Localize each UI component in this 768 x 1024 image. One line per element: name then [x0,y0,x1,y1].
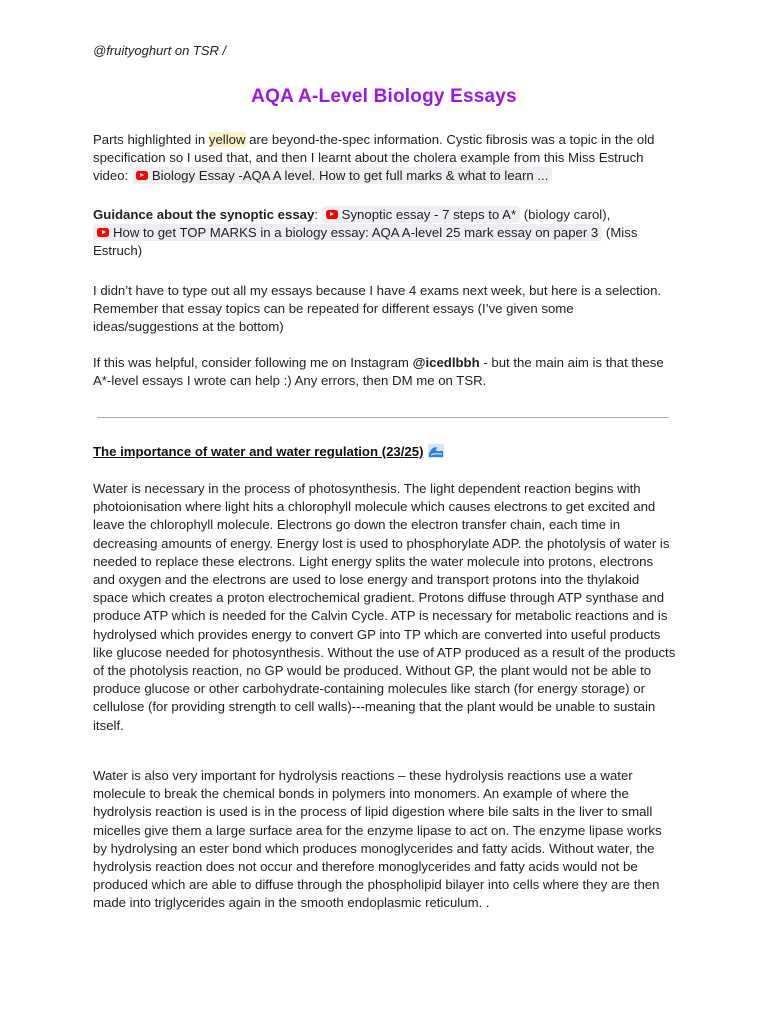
youtube-icon [326,210,338,219]
essay-paragraph-2: Water is also very important for hydrolysis reactions – these hydrolysis reactions use a water molecule to break the chemical bonds in polymers into monomers. An example of where the hydrolysis reaction is used is in the process of lipid digestion where bile salts in the liver to small micelles give them a large surface area for the enzyme lipase to act on. The enzyme lipase works by hydrolysing an ester bond which produces monoglycerides and fatty acids. Without water, the hydrolysis reaction does not occur and therefore monoglycerides and fatty acids would not be produced which are able to diffuse through the phospholipid bilayer into cells where they are then made into triglycerides again in the smooth endoplasmic reticulum. . [93,768,662,911]
top-marks-link-chip[interactable] [93,224,602,241]
youtube-icon [97,228,109,237]
instagram-paragraph [93,354,676,390]
instagram-handle[interactable]: @icedlbbh [412,355,480,370]
youtube-icon [136,171,148,180]
essay-paragraph-1: Water is necessary in the process of photosynthesis. The light dependent reaction begins with photoionisation where light hits a chlorophyll molecule which causes electrons to get excited and leave the chlorophyll molecule. Electrons go down the electron transfer chain, each time in decreasing amounts of energy. Energy lost is used to phosphorylate ADP. the photolysis of water is needed to replace these electrons. Light energy splits the water molecule into protons, electrons and oxygen and the electrons are used to lose energy and transport protons into the thylakoid space which creates a proton electrochemical gradient. Protons diffuse through ATP synthase and produce ATP which is needed for the Calvin Cycle. ATP is necessary for metabolic reactions and is hydrolysed which provides energy to convert GP into TP which are converted into useful products like glucose needed for photosynthesis. Without the use of ATP produced as a result of the products of the photolysis reaction, no GP would be produced. Without GP, the plant would not be able to produce glucose or other carbohydrate-containing molecules like starch (for energy storage) or cellulose (for providing strength to cell walls)---meaning that the plant would be unable to sustain itself. [93,481,676,733]
page-title: AQA A-Level Biology Essays [251,86,517,107]
video-link-label: Biology Essay -AQA A level. How to get full marks & what to learn ... [151,168,549,184]
synoptic-link-label: Synoptic essay - 7 steps to A* [341,207,517,222]
selection-note: I didn’t have to type out all my essays because I have 4 exams next week, but here is a selection. Remember that essay topics can be repeated for different essays (I’ve given some ideas/suggestions at the bottom) [93,283,662,335]
section-heading [93,444,676,459]
top-marks-link-label: How to get TOP MARKS in a biology essay: AQA A-level 25 mark essay on paper 3 [113,225,599,241]
instagram-text-start: If this was helpful, consider following me on Instagram [93,355,413,370]
intro-text-start: Parts highlighted in [93,132,209,147]
guidance-colon: : [314,207,322,222]
intro-text-rest: are beyond-the-spec information. Cystic fibrosis was a topic in the old specification so I used that, and then I learnt about the cholera example from this Miss Estruch video: [93,132,655,184]
author-header: @fruityoghurt on TSR / [93,43,227,58]
intro-paragraph [93,131,676,186]
synoptic-link-chip[interactable] [322,206,520,223]
guidance-label: Guidance about the synoptic essay [93,207,315,222]
instagram-text-rest: - but the main aim is that these A*-level essays I wrote can help :) Any errors, then DM me on TSR. [93,355,664,389]
guidance-paragraph [93,206,676,261]
section-heading-text: The importance of water and water regulation (23/25) [93,444,424,459]
divider [97,417,669,418]
video-link-chip[interactable] [132,167,553,184]
link2-suffix: (Miss Estruch) [93,225,638,259]
highlighted-word: yellow [208,132,246,147]
water-wave-icon [428,444,444,458]
link1-suffix: (biology carol), [520,207,611,222]
